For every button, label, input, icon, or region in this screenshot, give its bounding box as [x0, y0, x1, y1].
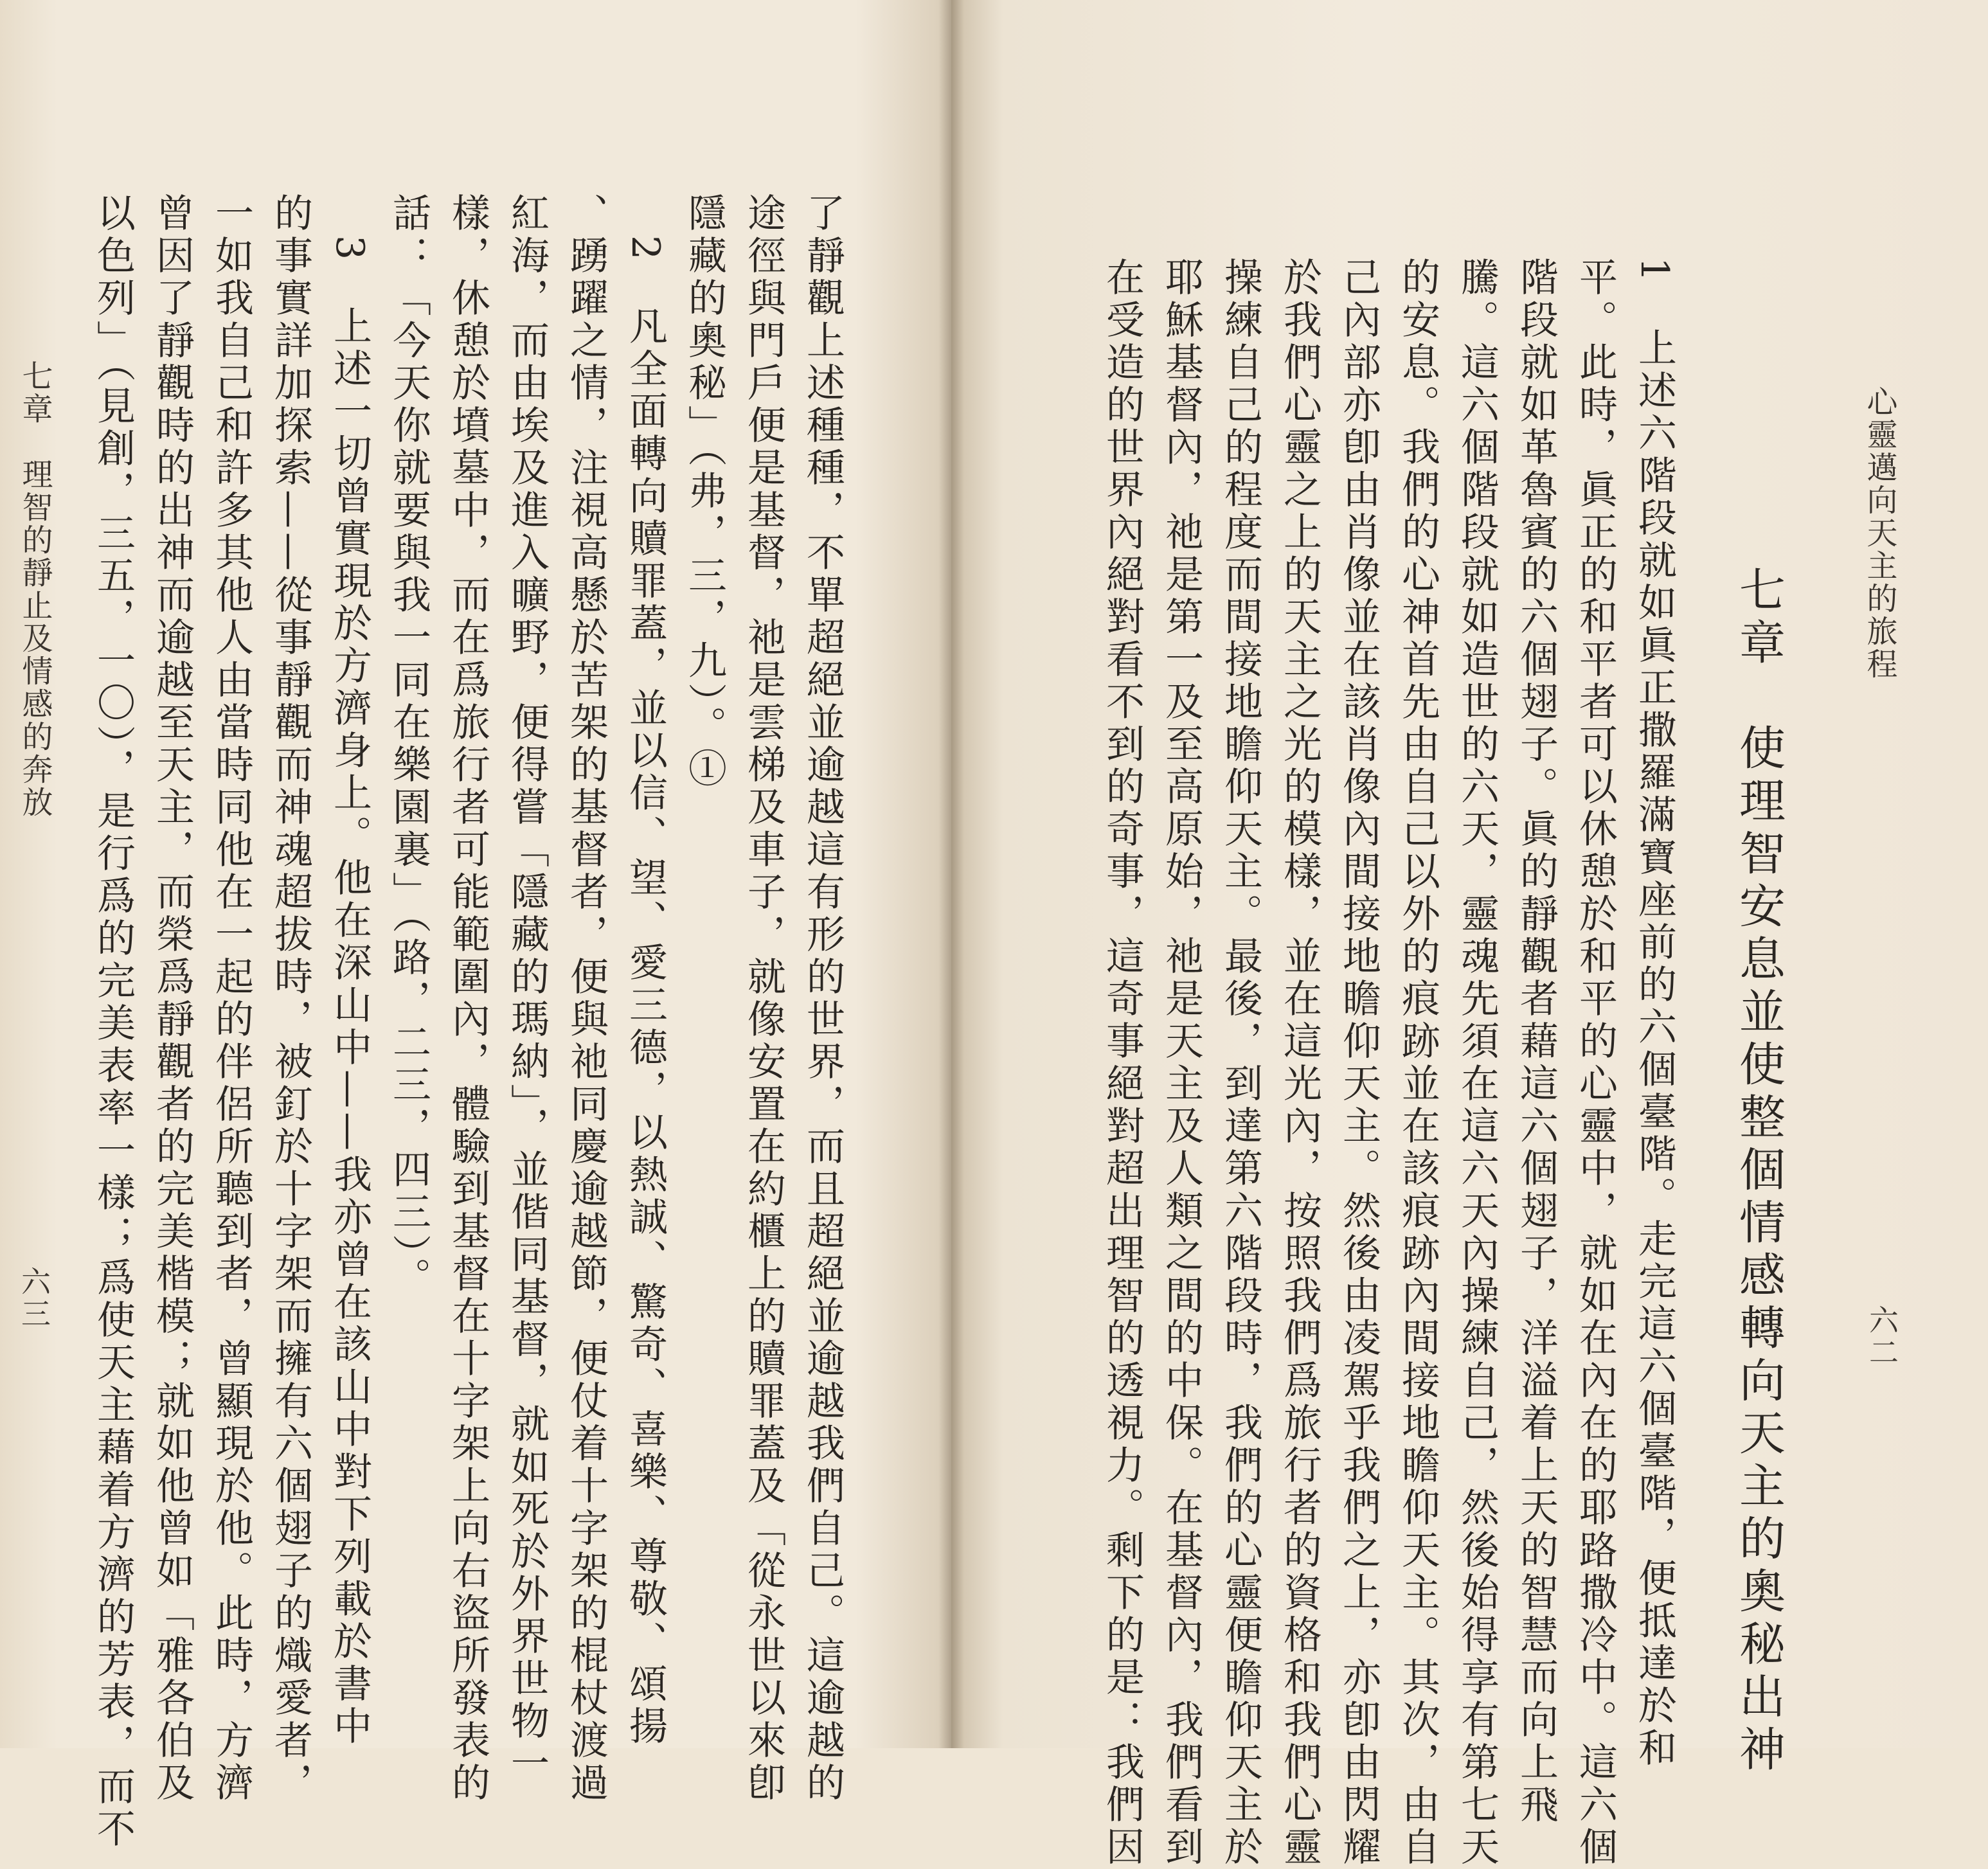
- chapter-heading: 七章 使理智安息並使整個情感轉向天主的奧秘出神: [1732, 566, 1786, 1778]
- right-page-body: 1 上述六階段就如眞正撒羅滿寶座前的六個臺階。走完這六個臺階，便抵達於和 平。此時，眞正的和平者可以休憩於和平的心靈中，就如在內在的耶路撒冷中。這六個 階段就如革魯賓的六個翅子。眞的靜觀者藉這六個翅子，洋溢着上天的智慧而向上飛 騰。這六個階段就如造世的六天，靈魂先須在這六天內操練自己，然後始得享有第七天 的安息。我們的心神首先由自己以外的痕跡並在該痕跡內間接地瞻仰天主。其次，由自 己內部亦卽由肖像並在該肖像內間接地瞻仰天主。然後由凌駕乎我們之上，亦卽由閃耀 於我們心靈之上的天主之光的模樣，並在這光內，按照我們爲旅行者的資格和我們心靈 操練自己的程度而間接地瞻仰天主。最後，到達第六階段時，我們的心靈便瞻仰天主於 耶穌基督內，祂是第一及至高原始，祂是天主及人類之間的中保。在基督內，我們看到 在受造的世界內絕對看不到的奇事，這奇事絕對超出理智的透視力。剩下的是：我們因: [1100, 257, 1677, 1869]
- left-page-body: 了靜觀上述種種，不單超絕並逾越這有形的世界，而且超絕並逾越我們自己。這逾越的 途徑與門戶便是基督，祂是雲梯及車子，就像安置在約櫃上的贖罪蓋及「從永世以來卽 隱藏的奧秘」（弗，三，九）。① 2 凡全面轉向贖罪蓋，並以信、望、愛三德，以熱誠、驚奇、喜樂、尊敬、頌揚 、踴躍之情，注視高懸於苦架的基督者，便與祂同慶逾越節，便仗着十字架的棍杖渡過 紅海，而由埃及進入曠野，便得嘗「隱藏的瑪納」，並偕同基督，就如死於外界世物一 樣，休憩於墳墓中，而在爲旅行者可能範圍內，體驗到基督在十字架上向右盜所發表的 話：「今天你就要與我一同在樂園裏」（路，二三，四三）。 3 上述一切曾實現於方濟身上。他在深山中——我亦曾在該山中對下列載於書中 的事實詳加探索——從事靜觀而神魂超拔時，被釘於十字架而擁有六個翅子的熾愛者， 一如我自己和許多其他人由當時同他在一起的伴侶所聽到者，曾顯現於他。此時，方濟 曾因了靜觀時的出神而逾越至天主，而榮爲靜觀者的完美楷模；就如他曾如「雅各伯及 以色列」（見創，三五，一〇），是行爲的完美表率一樣；爲使天主藉着方濟的芳表，而不: [91, 193, 845, 1851]
- page-number-right: 六二: [1865, 1305, 1899, 1369]
- running-header: 心靈邁向天主的旅程: [1861, 386, 1897, 681]
- page-number-left: 六三: [17, 1266, 51, 1330]
- book-gutter: [938, 0, 964, 1748]
- running-footer: 七章 理智的靜止及情感的奔放: [17, 360, 53, 819]
